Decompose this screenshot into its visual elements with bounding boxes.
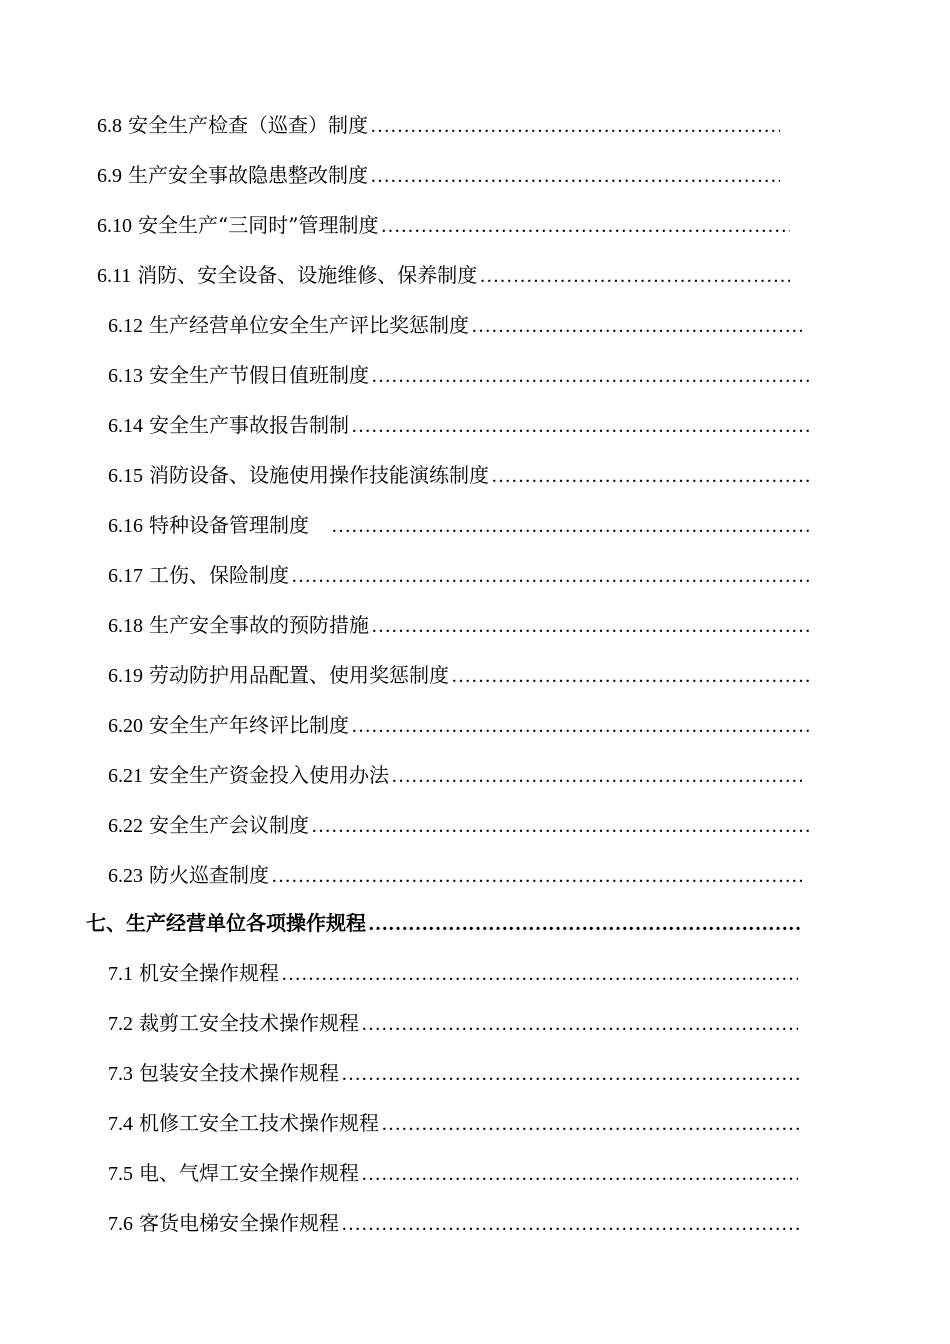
toc-title: 安全生产年终评比制度 bbox=[149, 713, 349, 737]
dot-leader bbox=[291, 561, 810, 590]
toc-number: 6.13 bbox=[108, 365, 143, 387]
toc-entry-7-5[interactable] bbox=[108, 1158, 798, 1188]
dot-leader bbox=[281, 959, 798, 988]
dot-leader bbox=[380, 211, 790, 240]
toc-chapter-7[interactable] bbox=[86, 908, 802, 938]
dot-leader bbox=[331, 511, 812, 540]
toc-title: 工伤、保险制度 bbox=[149, 563, 289, 587]
toc-title: 生产经营单位安全生产评比奖惩制度 bbox=[149, 313, 469, 337]
toc-entry-7-3[interactable] bbox=[108, 1058, 802, 1088]
dot-leader bbox=[351, 411, 810, 440]
toc-number: 6.16 bbox=[108, 515, 143, 537]
toc-entry-6-16[interactable] bbox=[108, 510, 812, 540]
dot-leader bbox=[341, 1059, 802, 1088]
toc-number: 7.6 bbox=[108, 1213, 133, 1235]
toc-entry-6-22[interactable] bbox=[108, 810, 810, 840]
toc-entry-6-19[interactable] bbox=[108, 660, 810, 690]
toc-number: 6.19 bbox=[108, 665, 143, 687]
toc-number: 6.11 bbox=[97, 265, 132, 287]
dot-leader bbox=[351, 711, 810, 740]
toc-title: 消防、安全设备、设施维修、保养制度 bbox=[137, 263, 478, 287]
dot-leader bbox=[371, 611, 810, 640]
toc-entry-7-4[interactable] bbox=[108, 1108, 802, 1138]
toc-number: 6.10 bbox=[97, 215, 132, 237]
toc-entry-7-2[interactable] bbox=[108, 1008, 798, 1038]
toc-entry-7-6[interactable] bbox=[108, 1208, 802, 1238]
toc-number: 6.20 bbox=[108, 715, 143, 737]
toc-title: 包装安全技术操作规程 bbox=[139, 1061, 339, 1085]
toc-title: 生产安全事故的预防措施 bbox=[149, 613, 369, 637]
toc-number: 7.5 bbox=[108, 1163, 133, 1185]
toc-entry-6-18[interactable] bbox=[108, 610, 810, 640]
toc-entry-6-20[interactable] bbox=[108, 710, 810, 740]
dot-leader bbox=[370, 161, 780, 190]
toc-number: 6.9 bbox=[97, 165, 122, 187]
toc-entry-6-8[interactable] bbox=[97, 110, 780, 140]
dot-leader bbox=[371, 361, 810, 390]
toc-title: 防火巡查制度 bbox=[149, 863, 269, 887]
toc-number: 6.18 bbox=[108, 615, 143, 637]
toc-title: 安全生产节假日值班制度 bbox=[149, 363, 369, 387]
toc-entry-6-11[interactable] bbox=[97, 260, 790, 290]
toc-title: 安全生产会议制度 bbox=[149, 813, 309, 837]
dot-leader bbox=[361, 1159, 798, 1188]
toc-chapter-title: 七、生产经营单位各项操作规程 bbox=[86, 911, 366, 935]
toc-entry-7-1[interactable] bbox=[108, 958, 798, 988]
dot-leader bbox=[491, 461, 810, 490]
dot-leader bbox=[271, 861, 802, 890]
dot-leader bbox=[361, 1009, 798, 1038]
toc-entry-6-15[interactable] bbox=[108, 460, 810, 490]
toc-title: 特种设备管理制度 bbox=[149, 513, 309, 537]
toc-number: 6.17 bbox=[108, 565, 143, 587]
toc-entry-6-21[interactable] bbox=[108, 760, 802, 790]
toc-number: 7.3 bbox=[108, 1063, 133, 1085]
toc-entry-6-23[interactable] bbox=[108, 860, 802, 890]
toc-title: 劳动防护用品配置、使用奖惩制度 bbox=[149, 663, 449, 687]
toc-title: 电、气焊工安全操作规程 bbox=[139, 1161, 359, 1185]
toc-entry-6-14[interactable] bbox=[108, 410, 810, 440]
toc-title: 安全生产资金投入使用办法 bbox=[149, 763, 389, 787]
toc-number: 6.8 bbox=[97, 115, 122, 137]
dot-leader bbox=[368, 909, 802, 938]
toc-number: 6.21 bbox=[108, 765, 143, 787]
toc-number: 6.15 bbox=[108, 465, 143, 487]
toc-title: 生产安全事故隐患整改制度 bbox=[128, 163, 368, 187]
toc-entry-6-9[interactable] bbox=[97, 160, 780, 190]
toc-title: 安全生产检查（巡查）制度 bbox=[128, 113, 368, 137]
dot-leader bbox=[370, 111, 780, 140]
toc-entry-6-12[interactable] bbox=[108, 310, 802, 340]
toc-entry-6-10[interactable] bbox=[97, 210, 790, 240]
dot-leader bbox=[311, 811, 810, 840]
toc-number: 7.1 bbox=[108, 963, 133, 985]
dot-leader bbox=[471, 311, 802, 340]
toc-number: 6.12 bbox=[108, 315, 143, 337]
toc-title: 消防设备、设施使用操作技能演练制度 bbox=[149, 463, 489, 487]
toc-number: 6.22 bbox=[108, 815, 143, 837]
dot-leader bbox=[451, 661, 810, 690]
toc-entry-6-17[interactable] bbox=[108, 560, 810, 590]
toc-title: 安全生产“三同时”管理制度 bbox=[138, 213, 379, 237]
toc-entry-6-13[interactable] bbox=[108, 360, 810, 390]
toc-number: 7.2 bbox=[108, 1013, 133, 1035]
dot-leader bbox=[479, 261, 790, 290]
toc-title: 裁剪工安全技术操作规程 bbox=[139, 1011, 359, 1035]
toc-number: 6.14 bbox=[108, 415, 143, 437]
toc-title: 机安全操作规程 bbox=[139, 961, 279, 985]
dot-leader bbox=[341, 1209, 802, 1238]
dot-leader bbox=[391, 761, 802, 790]
toc-title: 客货电梯安全操作规程 bbox=[139, 1211, 339, 1235]
toc-title: 安全生产事故报告制制 bbox=[149, 413, 349, 437]
toc-number: 7.4 bbox=[108, 1113, 133, 1135]
dot-leader bbox=[381, 1109, 802, 1138]
toc-title: 机修工安全工技术操作规程 bbox=[139, 1111, 379, 1135]
toc-number: 6.23 bbox=[108, 865, 143, 887]
